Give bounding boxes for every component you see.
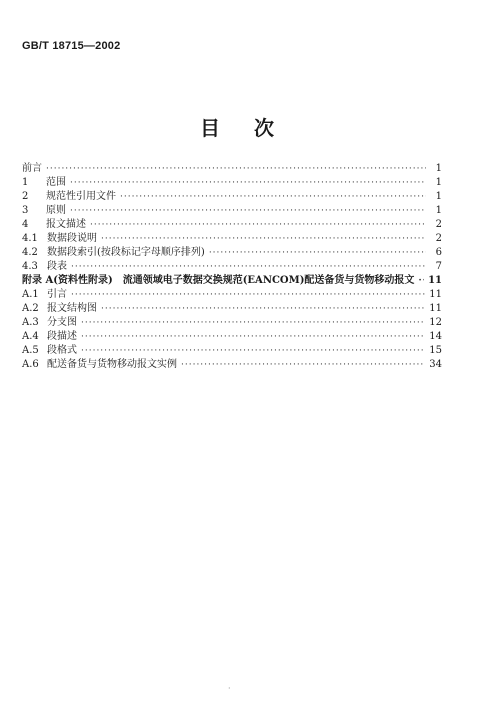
toc-entry[interactable] <box>22 358 442 372</box>
toc-entry-page: 11 <box>429 303 442 314</box>
toc-entry-number: 4.1 <box>22 233 38 244</box>
toc-entry[interactable] <box>22 204 442 218</box>
toc-entry-page: 1 <box>435 177 442 188</box>
toc-entry-label: 数据段索引(按段标记字母顺序排列) <box>47 247 205 258</box>
toc-entry-number: A.1 <box>22 289 39 300</box>
toc-entry-page: 2 <box>435 219 442 230</box>
toc-leader-dots <box>181 358 425 372</box>
toc-entry-number: 1 <box>22 177 29 188</box>
toc-entry[interactable] <box>22 176 442 190</box>
toc-entry-page: 15 <box>429 345 442 356</box>
toc-entry-number: 4.2 <box>22 247 38 258</box>
toc-entry-page: 1 <box>435 191 442 202</box>
toc-entry-label: 报文结构图 <box>47 303 97 314</box>
toc-entry-page: 34 <box>429 359 442 370</box>
toc-entry-number: 4.3 <box>22 261 38 272</box>
toc-entry-page: 1 <box>435 205 442 216</box>
toc-leader-dots <box>71 260 426 274</box>
toc-entry-label: 分支图 <box>47 317 77 328</box>
toc-entry-label: 附录 A(资料性附录) 流通领域电子数据交换规范(EANCOM)配送备货与货物移动报文 <box>22 275 415 286</box>
toc-leader-dots <box>70 176 426 190</box>
toc-entry-label: 范围 <box>46 177 66 188</box>
toc-entry-label: 规范性引用文件 <box>46 191 116 202</box>
toc-leader-dots <box>101 302 425 316</box>
toc-entry-page: 14 <box>429 331 442 342</box>
toc-entry-number: A.5 <box>22 345 39 356</box>
toc-entry[interactable] <box>22 260 442 274</box>
toc-leader-dots <box>71 288 425 302</box>
toc-leader-dots <box>46 162 426 176</box>
toc-entry-label: 段表 <box>47 261 67 272</box>
toc-entry-page: 6 <box>435 247 442 258</box>
toc-leader-dots <box>81 330 425 344</box>
page-title: 目次 <box>200 116 308 140</box>
toc-entry-label: 前言 <box>22 163 42 174</box>
toc-leader-dots <box>209 246 426 260</box>
standard-code: GB/T 18715—2002 <box>22 40 121 52</box>
toc-entry[interactable] <box>22 162 442 176</box>
toc-entry[interactable] <box>22 330 442 344</box>
toc-leader-dots <box>101 232 426 246</box>
toc-entry-number: A.6 <box>22 359 39 370</box>
toc-entry-label: 段描述 <box>47 331 77 342</box>
toc-entry-page: 2 <box>435 233 442 244</box>
toc-entry[interactable] <box>22 190 442 204</box>
toc-entry[interactable] <box>22 302 442 316</box>
toc-entry-label: 原则 <box>46 205 66 216</box>
footer-mark: · <box>228 684 231 693</box>
toc-entry[interactable] <box>22 218 442 232</box>
toc-leader-dots <box>81 344 425 358</box>
toc-entry[interactable] <box>22 344 442 358</box>
toc-entry[interactable] <box>22 274 442 288</box>
toc-entry[interactable] <box>22 288 442 302</box>
toc-leader-dots <box>120 190 426 204</box>
toc-entry-page: 7 <box>435 261 442 272</box>
toc-entry-number: 4 <box>22 219 29 230</box>
toc-leader-dots <box>418 274 424 288</box>
toc-entry-label: 数据段说明 <box>47 233 97 244</box>
toc-entry-label: 报文描述 <box>46 219 86 230</box>
toc-entry-page: 12 <box>429 317 442 328</box>
toc-entry-number: 2 <box>22 191 29 202</box>
toc-entry-label: 配送备货与货物移动报文实例 <box>47 359 177 370</box>
toc-leader-dots <box>90 218 426 232</box>
toc-entry-number: A.4 <box>22 331 39 342</box>
toc-entry-number: A.2 <box>22 303 39 314</box>
toc-leader-dots <box>81 316 425 330</box>
toc-entry-page: 1 <box>435 163 442 174</box>
toc-entry-number: A.3 <box>22 317 39 328</box>
toc-entry[interactable] <box>22 316 442 330</box>
toc-leader-dots <box>70 204 426 218</box>
toc-entry[interactable] <box>22 232 442 246</box>
toc-entry[interactable] <box>22 246 442 260</box>
toc-entry-label: 段格式 <box>47 345 77 356</box>
table-of-contents <box>22 162 442 372</box>
toc-entry-number: 3 <box>22 205 29 216</box>
toc-entry-label: 引言 <box>47 289 67 300</box>
toc-entry-page: 11 <box>429 289 442 300</box>
toc-entry-page: 11 <box>428 275 442 286</box>
